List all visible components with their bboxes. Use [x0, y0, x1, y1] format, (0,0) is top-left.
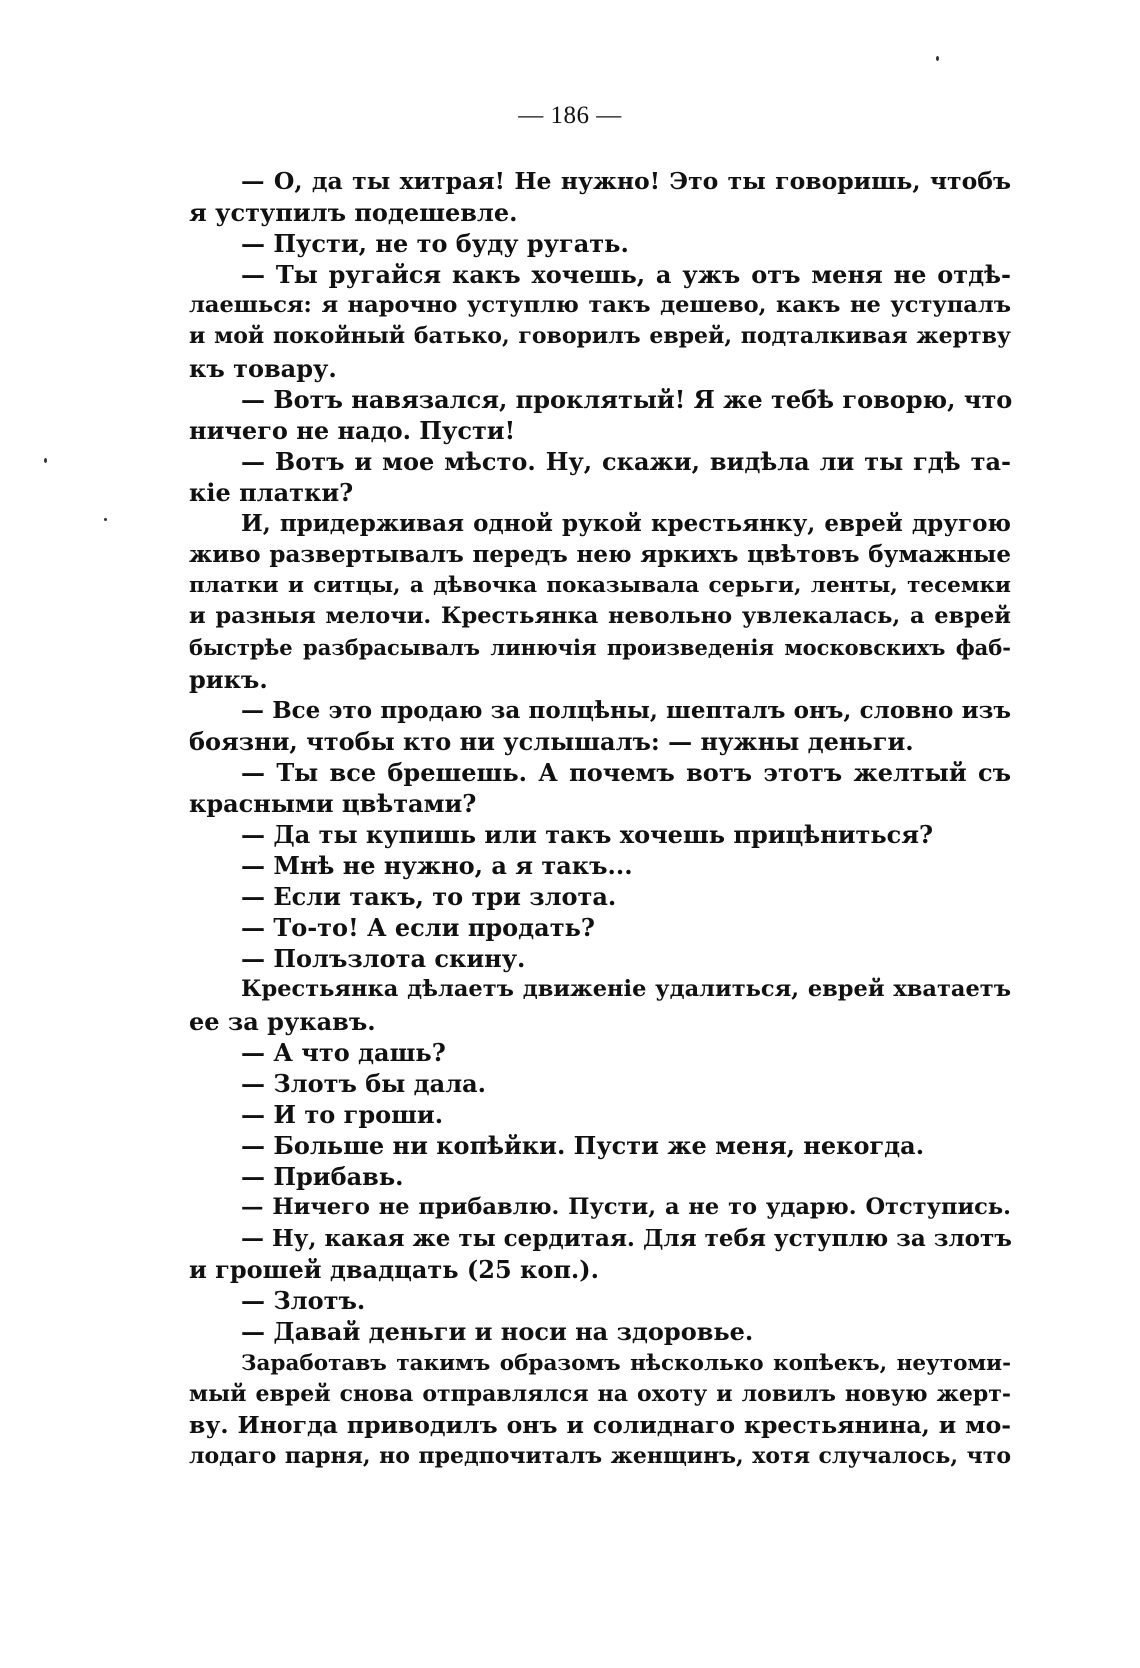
- text-line: И, придерживая одной рукой крестьянку, еврей другою: [241, 510, 1011, 538]
- text-line: и мой покойный батько, говорилъ еврей, подталкивая жертву: [189, 323, 1011, 350]
- text-line: боязни, чтобы кто ни услышалъ: — нужны деньги.: [189, 726, 914, 756]
- text-line: — Все это продаю за полцѣны, шепталъ онъ, словно изъ: [241, 696, 1011, 724]
- text-line: — Давай деньги и носи на здоровье.: [241, 1317, 754, 1347]
- text-line: — И то гроши.: [241, 1099, 444, 1129]
- text-line: лаешься: я нарочно уступлю такъ дешево, какъ не уступалъ: [189, 292, 1011, 319]
- scan-speck: [104, 518, 107, 521]
- text-line: — Мнѣ не нужно, а я такъ...: [241, 851, 633, 881]
- text-line: — Ты все брешешь. А почемъ вотъ этотъ желтый съ: [241, 757, 1011, 787]
- text-line: — Да ты купишь или такъ хочешь прицѣниться?: [241, 819, 934, 849]
- text-line: ничего не надо. Пусти!: [189, 415, 516, 445]
- text-line: къ товару.: [189, 353, 337, 383]
- body-text: [189, 166, 1011, 1472]
- text-line: — То-то! А если продать?: [241, 913, 595, 943]
- text-line: рикъ.: [189, 664, 268, 694]
- text-line: — Больше ни копѣйки. Пусти же меня, некогда.: [241, 1130, 925, 1160]
- text-line: — Вотъ и мое мѣсто. Ну, скажи, видѣла ли ты гдѣ та-: [241, 446, 1011, 476]
- text-line: ее за рукавъ.: [189, 1006, 376, 1036]
- text-line: — А что дашь?: [241, 1037, 446, 1067]
- text-line: кіе платки?: [189, 477, 354, 507]
- scan-speck: [44, 458, 47, 463]
- text-line: мый еврей снова отправлялся на охоту и ловилъ новую жерт-: [189, 1380, 1011, 1407]
- text-line: — Злотъ бы дала.: [241, 1068, 487, 1098]
- text-line: — Злотъ.: [241, 1286, 366, 1316]
- text-line: — Ты ругайся какъ хочешь, а ужъ отъ меня не отдѣ-: [241, 260, 1011, 290]
- text-line: лодаго парня, но предпочиталъ женщинъ, хотя случалось, что: [189, 1442, 1011, 1469]
- text-line: ву. Иногда приводилъ онъ и солиднаго крестьянина, и мо-: [189, 1410, 1011, 1439]
- text-line: — Ничего не прибавлю. Пусти, а не то ударю. Отступись.: [241, 1194, 1011, 1221]
- scan-speck: [936, 56, 939, 61]
- text-line: Заработавъ такимъ образомъ нѣсколько копѣекъ, неутоми-: [241, 1350, 1011, 1376]
- text-line: — Пусти, не то буду ругать.: [241, 229, 629, 259]
- text-line: платки и ситцы, а дѣвочка показывала серьги, ленты, тесемки: [189, 573, 1011, 599]
- text-line: и разныя мелочи. Крестьянка невольно увлекалась, а еврей: [189, 603, 1011, 630]
- text-line: — Прибавь.: [241, 1162, 404, 1191]
- text-line: — О, да ты хитрая! Не нужно! Это ты говоришь, чтобъ: [241, 167, 1011, 195]
- text-line: — Полъзлота скину.: [241, 944, 526, 974]
- text-line: и грошей двадцать (25 коп.).: [189, 1255, 599, 1285]
- text-line: — Если такъ, то три злота.: [241, 882, 617, 912]
- text-line: — Ну, какая же ты сердитая. Для тебя уступлю за злотъ: [241, 1225, 1012, 1253]
- text-line: — Вотъ навязался, проклятый! Я же тебѣ говорю, что: [241, 384, 1013, 414]
- page-number: — 186 —: [518, 102, 622, 129]
- text-line: я уступилъ подешевле.: [189, 198, 518, 228]
- text-line: красными цвѣтами?: [189, 788, 477, 818]
- text-line: быстрѣе разбрасывалъ линючія произведенія московскихъ фаб-: [189, 635, 1011, 661]
- text-line: Крестьянка дѣлаетъ движенiе удалиться, еврей хватаетъ: [241, 976, 1011, 1003]
- text-line: живо развертывалъ передъ нею яркихъ цвѣтовъ бумажные: [189, 541, 1011, 569]
